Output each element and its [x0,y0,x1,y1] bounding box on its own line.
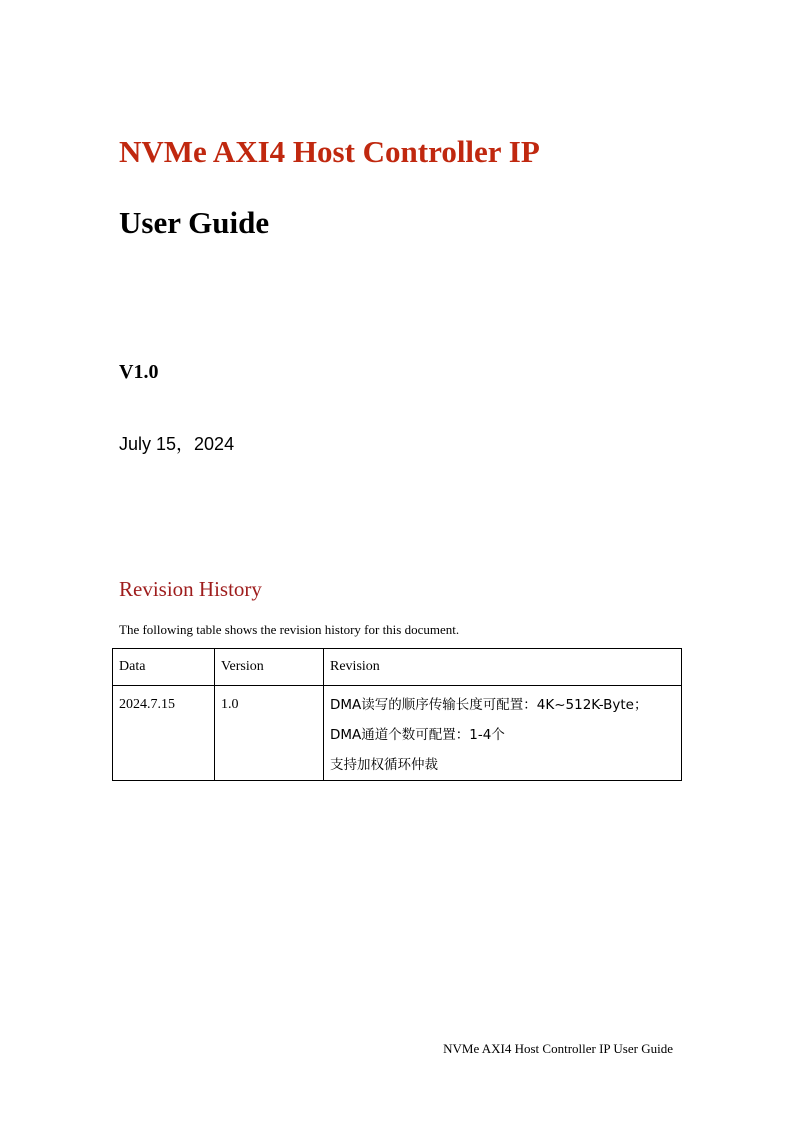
column-header-data: Data [113,649,215,686]
revision-line: DMA读写的顺序传输长度可配置：4K~512K-Byte； [330,697,648,713]
document-subtitle: User Guide [119,205,270,240]
table-header-row [113,649,682,686]
column-header-version: Version [215,649,324,686]
version-label: V1.0 [119,361,159,383]
column-header-revision: Revision [324,649,682,686]
page-footer: NVMe AXI4 Host Controller IP User Guide [443,1041,673,1056]
cell-revision [324,686,682,781]
revision-history-table [112,648,682,781]
revision-line: 支持加权循环仲裁 [330,757,438,773]
cell-data: 2024.7.15 [113,686,215,781]
table-row [113,686,682,781]
release-date: July 15，2024 [119,434,235,454]
revision-history-heading: Revision History [119,577,262,601]
cell-version: 1.0 [215,686,324,781]
revision-history-intro: The following table shows the revision history for this document. [119,622,460,637]
document-title: NVMe AXI4 Host Controller IP [119,134,540,169]
revision-line: DMA通道个数可配置：1-4个 [330,727,505,743]
